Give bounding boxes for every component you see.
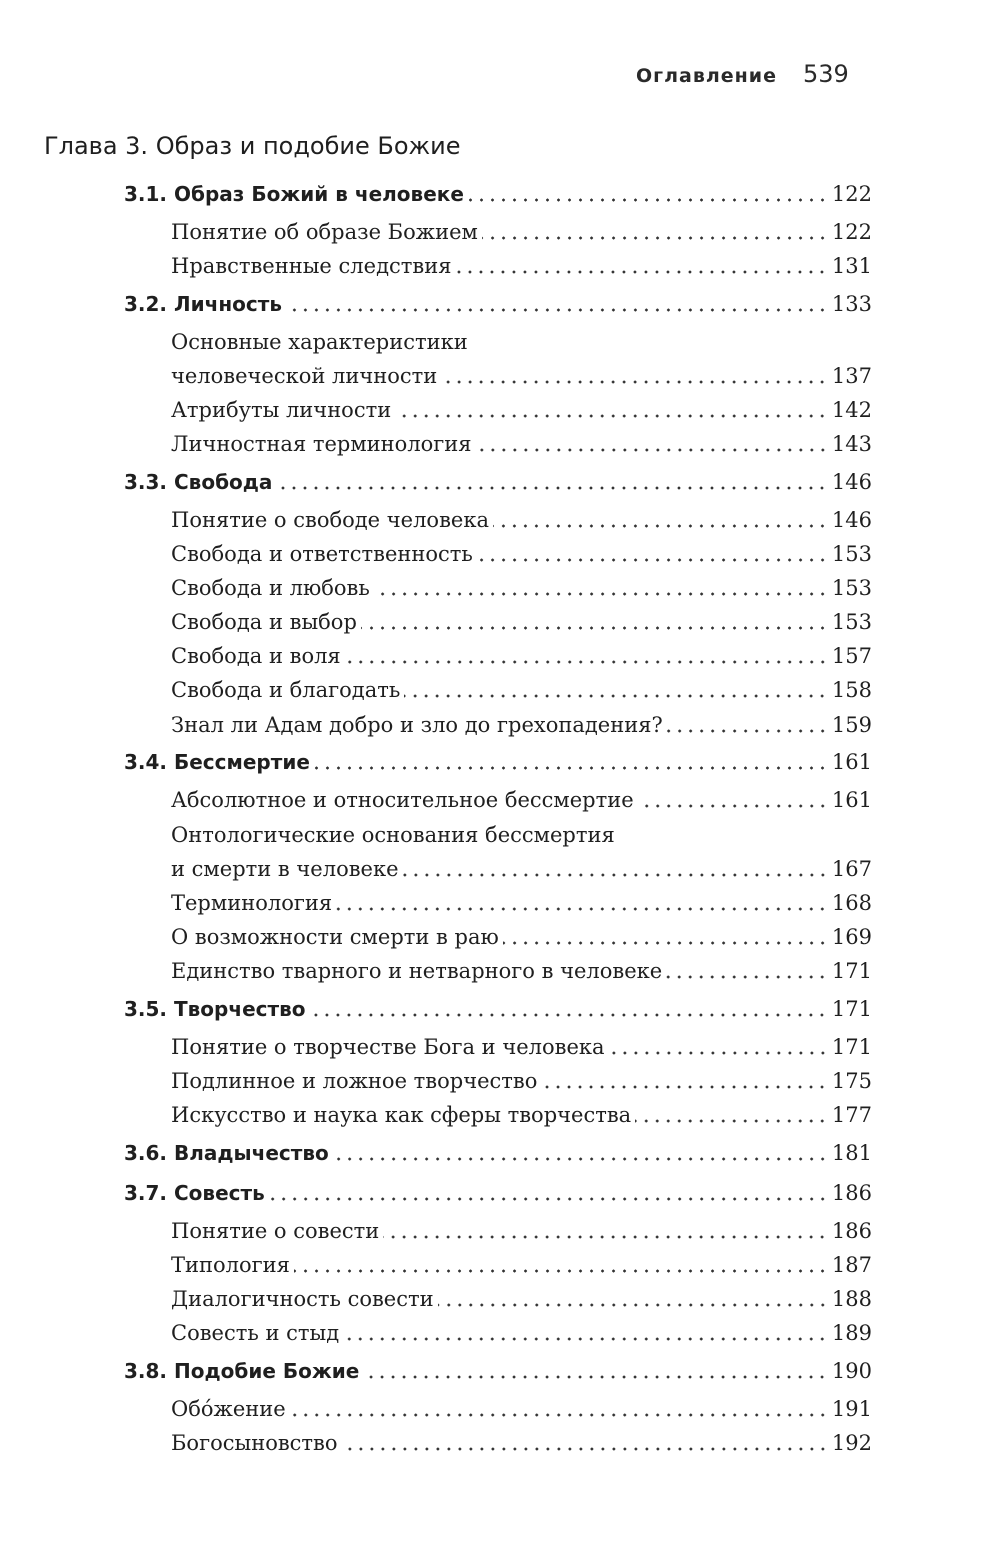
dot-leader	[345, 660, 828, 664]
toc-entry-label: Богосыновство	[171, 1431, 338, 1455]
dot-leader	[609, 1051, 828, 1055]
dot-leader	[290, 1413, 828, 1417]
toc-section-entry[interactable]	[124, 992, 872, 1026]
toc-entry-page-number: 187	[831, 1253, 872, 1277]
toc-entry-label: Диалогичность совести	[171, 1287, 434, 1311]
toc-entry-page-number: 133	[831, 292, 872, 316]
toc-subsection-entry[interactable]	[171, 571, 872, 605]
toc-entry-page-number: 153	[831, 576, 872, 600]
toc-entry-label: Абсолютное и относительное бессмертие	[171, 788, 634, 812]
dot-leader	[666, 975, 828, 979]
toc-entry-label: Личностная терминология	[171, 432, 472, 456]
dot-leader	[269, 1197, 828, 1201]
dot-leader	[309, 1013, 827, 1017]
toc-entry-label: 3.4. Бессмертие	[124, 750, 310, 774]
toc-subsection-entry[interactable]	[171, 1214, 872, 1248]
toc-entry-page-number: 171	[831, 997, 872, 1021]
dot-leader	[476, 448, 828, 452]
toc-subsection-entry[interactable]	[171, 393, 872, 427]
toc-entry-label: Свобода и любовь	[171, 576, 370, 600]
dot-leader	[667, 729, 828, 733]
toc-subsection-entry[interactable]	[171, 1282, 872, 1316]
toc-entry-label: Подлинное и ложное творчество	[171, 1069, 538, 1093]
toc-section-entry[interactable]	[124, 177, 872, 211]
toc-entry-label: Нравственные следствия	[171, 254, 452, 278]
toc-entry-label: Обóжение	[171, 1397, 286, 1421]
toc-entry-page-number: 169	[831, 925, 872, 949]
dot-leader	[541, 1085, 828, 1089]
toc-entry-page-number: 161	[831, 750, 872, 774]
toc-entry-page-number: 192	[831, 1431, 872, 1455]
toc-entry-page-number: 186	[831, 1219, 872, 1243]
toc-entry-label-line: Онтологические основания бессмертия	[171, 823, 615, 847]
toc-entry-page-number: 171	[831, 1035, 872, 1059]
toc-entry-label: 3.8. Подобие Божие	[124, 1359, 360, 1383]
dot-leader	[361, 626, 828, 630]
toc-entry-label: Типология	[171, 1253, 290, 1277]
toc-entry-label: 3.3. Свобода	[124, 470, 273, 494]
toc-entry-label: и смерти в человеке	[171, 857, 399, 881]
dot-leader	[635, 1119, 828, 1123]
toc-entry-label: О возможности смерти в раю	[171, 925, 499, 949]
toc-entry-page-number: 153	[831, 610, 872, 634]
dot-leader	[403, 873, 828, 877]
dot-leader	[503, 941, 828, 945]
dot-leader	[363, 1375, 828, 1379]
toc-subsection-entry[interactable]	[171, 249, 872, 283]
toc-subsection-entry[interactable]	[171, 605, 872, 639]
dot-leader	[438, 1303, 828, 1307]
toc-subsection-entry[interactable]	[171, 1316, 872, 1350]
toc-subsection-entry[interactable]	[171, 954, 872, 988]
toc-subsection-entry[interactable]	[171, 537, 872, 571]
toc-entry-label: 3.1. Образ Божий в человеке	[124, 182, 464, 206]
toc-entry-page-number: 188	[831, 1287, 872, 1311]
toc-entry-page-number: 143	[831, 432, 872, 456]
toc-entry-label: Искусство и наука как сферы творчества	[171, 1103, 632, 1127]
toc-subsection-entry[interactable]	[171, 215, 872, 249]
toc-entry-page-number: 181	[831, 1141, 872, 1165]
toc-entry-page-number: 177	[831, 1103, 872, 1127]
toc-section-entry[interactable]	[124, 745, 872, 779]
toc-entry-label: Свобода и выбор	[171, 610, 357, 634]
toc-entry-page-number: 122	[831, 182, 872, 206]
toc-entry-label: Понятие о свободе человека	[171, 508, 489, 532]
toc-entry-page-number: 157	[831, 644, 872, 668]
toc-subsection-entry[interactable]	[171, 1098, 872, 1132]
toc-section-entry[interactable]	[124, 287, 872, 321]
chapter-title: Глава 3. Образ и подобие Божие	[44, 132, 461, 160]
toc-subsection-entry[interactable]	[171, 1392, 872, 1426]
dot-leader	[374, 592, 828, 596]
toc-entry-page-number: 146	[831, 508, 872, 532]
dot-leader	[482, 236, 828, 240]
toc-entry-page-number: 137	[831, 364, 872, 388]
dot-leader	[455, 270, 827, 274]
toc-entry-page-number: 153	[831, 542, 872, 566]
toc-entry-label: Совесть и стыд	[171, 1321, 340, 1345]
toc-entry-page-number: 146	[831, 470, 872, 494]
toc-subsection-entry[interactable]	[171, 852, 872, 886]
toc-entry-label: Свобода и ответственность	[171, 542, 473, 566]
toc-entry-page-number: 131	[831, 254, 872, 278]
dot-leader	[468, 198, 828, 202]
toc-entry-page-number: 142	[831, 398, 872, 422]
toc-entry-label: 3.7. Совесть	[124, 1181, 265, 1205]
toc-section-entry[interactable]	[124, 1354, 872, 1388]
toc-entry-label: 3.5. Творчество	[124, 997, 306, 1021]
toc-section-entry[interactable]	[124, 1176, 872, 1210]
dot-leader	[343, 1337, 828, 1341]
dot-leader	[404, 694, 828, 698]
toc-entry-page-number: 186	[831, 1181, 872, 1205]
dot-leader	[276, 486, 827, 490]
toc-subsection-entry[interactable]	[171, 1248, 872, 1282]
toc-entry-label: Понятие об образе Божием	[171, 220, 478, 244]
toc-entry-page-number: 167	[831, 857, 872, 881]
toc-subsection-entry[interactable]	[171, 1030, 872, 1064]
dot-leader	[383, 1235, 828, 1239]
toc-entry-label: Свобода и воля	[171, 644, 341, 668]
toc-entry-page-number: 190	[831, 1359, 872, 1383]
toc-entry-label: 3.2. Личность	[124, 292, 282, 316]
toc-subsection-entry[interactable]	[171, 783, 872, 817]
toc-subsection-entry[interactable]	[171, 1426, 872, 1460]
toc-entry-label: 3.6. Владычество	[124, 1141, 329, 1165]
dot-leader	[333, 1157, 828, 1161]
toc-entry-label: Терминология	[171, 891, 333, 915]
toc-entry-page-number: 191	[831, 1397, 872, 1421]
toc-subsection-entry[interactable]	[171, 427, 872, 461]
dot-leader	[286, 308, 828, 312]
toc-section-entry[interactable]	[124, 465, 872, 499]
toc-subsection-entry[interactable]	[171, 503, 872, 537]
toc-entry-page-number: 122	[831, 220, 872, 244]
toc-entry-label: Понятие о творчестве Бога и человека	[171, 1035, 605, 1059]
toc-entry-label: Понятие о совести	[171, 1219, 380, 1243]
toc-subsection-entry[interactable]	[171, 708, 872, 742]
page-number: 539	[802, 60, 849, 88]
toc-subsection-entry[interactable]	[171, 359, 872, 393]
toc-entry-page-number: 189	[831, 1321, 872, 1345]
toc-entry-label-line: Основные характеристики	[171, 330, 468, 354]
toc-subsection-entry[interactable]	[171, 673, 872, 707]
toc-subsection-entry[interactable]	[171, 639, 872, 673]
toc-entry-page-number: 161	[831, 788, 872, 812]
toc-entry-label: Единство тварного и нетварного в человеке	[171, 959, 663, 983]
toc-subsection-entry[interactable]	[171, 886, 872, 920]
toc-entry-page-number: 168	[831, 891, 872, 915]
dot-leader	[493, 524, 828, 528]
running-head-title: Оглавление	[636, 65, 777, 87]
toc-entry-label: Знал ли Адам добро и зло до грехопадения?	[171, 713, 663, 737]
toc-section-entry[interactable]	[124, 1136, 872, 1170]
toc-entry-label: Атрибуты личности	[171, 398, 392, 422]
toc-entry-page-number: 158	[831, 678, 872, 702]
dot-leader	[336, 907, 828, 911]
toc-subsection-entry[interactable]	[171, 1064, 872, 1098]
dot-leader	[441, 380, 828, 384]
dot-leader	[294, 1269, 828, 1273]
dot-leader	[395, 414, 828, 418]
dot-leader	[638, 804, 828, 808]
toc-subsection-entry[interactable]	[171, 920, 872, 954]
dot-leader	[314, 766, 828, 770]
dot-leader	[477, 558, 828, 562]
dot-leader	[342, 1447, 828, 1451]
toc-entry-page-number: 171	[831, 959, 872, 983]
running-head	[636, 60, 896, 88]
toc-entry-label: Свобода и благодать	[171, 678, 401, 702]
toc-entry-label: человеческой личности	[171, 364, 438, 388]
toc-entry-page-number: 159	[831, 713, 872, 737]
toc-entry-page-number: 175	[831, 1069, 872, 1093]
